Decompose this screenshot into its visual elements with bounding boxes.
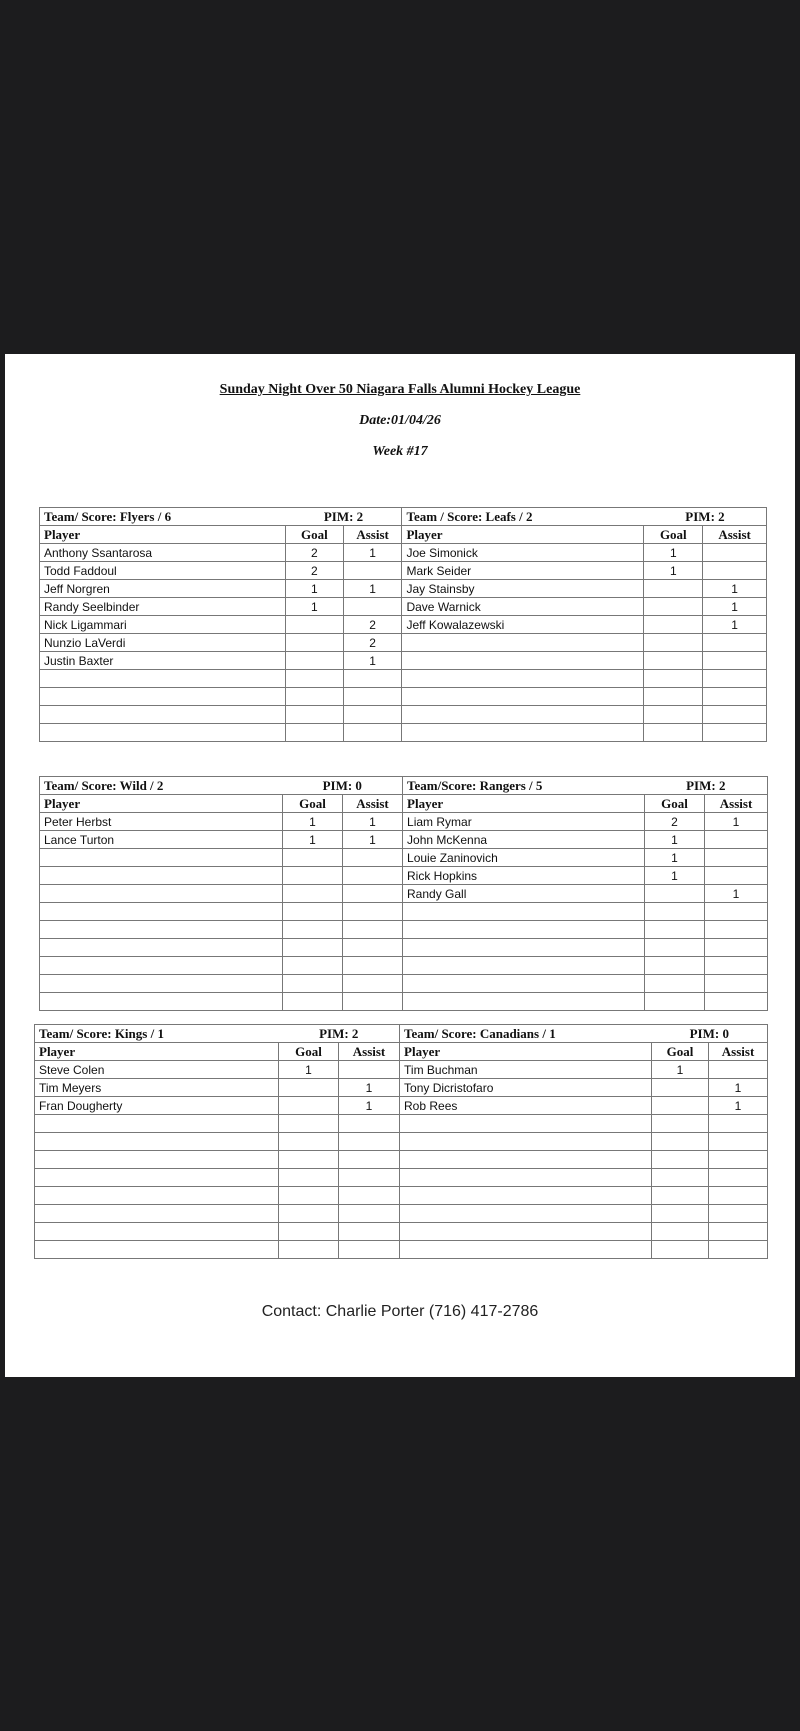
table-row: [40, 544, 767, 562]
away-player-assists: 1: [705, 885, 768, 903]
away-player-assists: [705, 975, 768, 993]
table-row: [40, 885, 768, 903]
home-player-assists: [343, 598, 402, 616]
away-player-goals: [652, 1169, 709, 1187]
away-player-goals: 1: [645, 867, 705, 885]
away-player-name: Jeff Kowalazewski: [402, 616, 644, 634]
home-player-assists: [339, 1187, 400, 1205]
home-player-name: [40, 903, 283, 921]
table-row: [35, 1133, 768, 1151]
table-row: [40, 939, 768, 957]
home-team-score: Team/ Score: Wild / 2: [40, 777, 283, 795]
home-player-assists: [343, 688, 402, 706]
home-player-assists: 1: [339, 1097, 400, 1115]
home-player-goals: [286, 688, 344, 706]
away-player-assists: [709, 1151, 768, 1169]
away-player-goals: [645, 957, 705, 975]
away-player-goals: [644, 580, 703, 598]
home-player-name: [40, 706, 286, 724]
table-row: [40, 616, 767, 634]
home-player-goals: 2: [286, 544, 344, 562]
home-player-assists: [343, 849, 403, 867]
away-player-goals: 1: [645, 831, 705, 849]
home-player-assists: [339, 1205, 400, 1223]
away-player-assists: [709, 1205, 768, 1223]
away-player-goals: [652, 1151, 709, 1169]
home-player-name: [40, 849, 283, 867]
table-row: [40, 813, 768, 831]
away-player-name: Mark Seider: [402, 562, 644, 580]
away-player-name: [400, 1133, 652, 1151]
away-team-score: Team/ Score: Canadians / 1: [400, 1025, 652, 1043]
league-title: Sunday Night Over 50 Niagara Falls Alumni Hockey League: [219, 382, 581, 397]
home-player-assists: [339, 1241, 400, 1259]
table-row: [35, 1169, 768, 1187]
home-player-name: Nick Ligammari: [40, 616, 286, 634]
away-player-name: [403, 921, 645, 939]
away-player-goals: [645, 975, 705, 993]
away-player-assists: [703, 688, 767, 706]
home-player-name: Randy Seelbinder: [40, 598, 286, 616]
assist-column-header: Assist: [703, 526, 767, 544]
home-player-name: [35, 1241, 279, 1259]
home-player-assists: [339, 1151, 400, 1169]
table-row: [35, 1223, 768, 1241]
table-row: [35, 1151, 768, 1169]
contact-info: Contact: Charlie Porter (716) 417-2786: [261, 1303, 539, 1320]
table-row: [40, 724, 767, 742]
table-row: [40, 706, 767, 724]
table-row: [40, 867, 768, 885]
home-player-assists: [343, 939, 403, 957]
score-sheet-page: [5, 354, 795, 1377]
away-player-goals: [652, 1223, 709, 1241]
assist-column-header: Assist: [343, 526, 402, 544]
home-player-name: [35, 1223, 279, 1241]
home-player-goals: [279, 1097, 339, 1115]
away-player-assists: 1: [703, 580, 767, 598]
home-player-goals: [283, 849, 343, 867]
home-player-name: [40, 975, 283, 993]
home-player-goals: 1: [283, 831, 343, 849]
away-player-goals: [645, 939, 705, 957]
table-row: [40, 993, 768, 1011]
away-player-assists: [703, 706, 767, 724]
away-player-goals: [652, 1205, 709, 1223]
home-player-name: Nunzio LaVerdi: [40, 634, 286, 652]
table-row: [40, 849, 768, 867]
game-date: Date:01/04/26: [359, 413, 441, 428]
away-player-assists: [705, 939, 768, 957]
column-header-row: [40, 795, 768, 813]
home-player-goals: [279, 1115, 339, 1133]
table-row: [40, 562, 767, 580]
away-player-assists: [709, 1223, 768, 1241]
game-2-score-table: [39, 776, 768, 1011]
away-player-assists: [703, 544, 767, 562]
away-player-goals: [652, 1115, 709, 1133]
table-row: [40, 831, 768, 849]
away-player-name: [400, 1169, 652, 1187]
home-player-name: Todd Faddoul: [40, 562, 286, 580]
home-player-assists: [343, 562, 402, 580]
home-player-goals: 1: [286, 580, 344, 598]
home-player-name: [35, 1151, 279, 1169]
away-player-goals: [652, 1079, 709, 1097]
away-player-goals: 1: [652, 1061, 709, 1079]
away-player-assists: [709, 1241, 768, 1259]
home-player-name: [40, 724, 286, 742]
home-team-score: Team/ Score: Flyers / 6: [40, 508, 286, 526]
home-player-goals: [286, 724, 344, 742]
home-player-assists: [343, 903, 403, 921]
home-player-assists: 2: [343, 634, 402, 652]
home-player-name: Jeff Norgren: [40, 580, 286, 598]
table-row: [35, 1061, 768, 1079]
game-1-score-table: [39, 507, 767, 742]
home-player-goals: [279, 1241, 339, 1259]
team-header-row: [35, 1025, 768, 1043]
away-player-name: [400, 1187, 652, 1205]
table-row: [40, 957, 768, 975]
home-player-goals: [283, 921, 343, 939]
home-player-name: [35, 1115, 279, 1133]
home-player-name: [35, 1187, 279, 1205]
away-player-goals: [644, 724, 703, 742]
away-player-name: Tim Buchman: [400, 1061, 652, 1079]
home-player-name: [40, 957, 283, 975]
home-player-goals: [283, 957, 343, 975]
home-player-goals: 1: [283, 813, 343, 831]
home-player-goals: [279, 1169, 339, 1187]
home-player-assists: [343, 867, 403, 885]
away-player-assists: 1: [703, 616, 767, 634]
home-player-name: [40, 885, 283, 903]
away-player-goals: [644, 616, 703, 634]
away-player-assists: [703, 562, 767, 580]
away-team-pim: PIM: 2: [645, 777, 768, 795]
home-player-goals: [286, 652, 344, 670]
player-column-header: Player: [402, 526, 644, 544]
away-player-goals: 1: [645, 849, 705, 867]
away-player-name: Rob Rees: [400, 1097, 652, 1115]
away-player-goals: [645, 903, 705, 921]
assist-column-header: Assist: [343, 795, 403, 813]
away-player-assists: [703, 724, 767, 742]
player-column-header: Player: [403, 795, 645, 813]
table-row: [40, 580, 767, 598]
away-player-name: Louie Zaninovich: [403, 849, 645, 867]
home-player-assists: [343, 993, 403, 1011]
home-player-assists: [343, 975, 403, 993]
home-player-assists: [339, 1169, 400, 1187]
away-player-name: [400, 1151, 652, 1169]
away-player-assists: [705, 921, 768, 939]
away-player-goals: [652, 1241, 709, 1259]
home-player-assists: 1: [343, 580, 402, 598]
away-player-name: Randy Gall: [403, 885, 645, 903]
away-player-goals: 1: [644, 562, 703, 580]
home-player-goals: [279, 1205, 339, 1223]
away-team-score: Team / Score: Leafs / 2: [402, 508, 644, 526]
home-team-pim: PIM: 2: [286, 508, 402, 526]
player-column-header: Player: [40, 526, 286, 544]
away-player-name: Rick Hopkins: [403, 867, 645, 885]
week-number: Week #17: [372, 444, 428, 459]
away-player-assists: [705, 903, 768, 921]
home-player-name: [40, 867, 283, 885]
away-player-assists: [709, 1115, 768, 1133]
away-player-goals: [644, 634, 703, 652]
away-team-pim: PIM: 0: [652, 1025, 768, 1043]
home-player-name: [40, 688, 286, 706]
away-player-name: [403, 939, 645, 957]
goal-column-header: Goal: [283, 795, 343, 813]
home-player-name: Tim Meyers: [35, 1079, 279, 1097]
home-player-assists: [339, 1133, 400, 1151]
home-player-goals: [283, 885, 343, 903]
home-player-assists: 1: [343, 544, 402, 562]
home-player-name: [35, 1205, 279, 1223]
home-player-assists: 2: [343, 616, 402, 634]
away-player-name: [403, 993, 645, 1011]
table-row: [40, 688, 767, 706]
home-player-name: Fran Dougherty: [35, 1097, 279, 1115]
away-player-name: Liam Rymar: [403, 813, 645, 831]
home-player-assists: [343, 670, 402, 688]
home-player-goals: 2: [286, 562, 344, 580]
table-row: [40, 634, 767, 652]
home-player-name: Justin Baxter: [40, 652, 286, 670]
away-player-goals: [644, 652, 703, 670]
table-row: [40, 652, 767, 670]
goal-column-header: Goal: [645, 795, 705, 813]
assist-column-header: Assist: [705, 795, 768, 813]
home-player-name: [40, 670, 286, 688]
home-player-goals: [279, 1079, 339, 1097]
table-row: [35, 1079, 768, 1097]
home-player-name: [40, 993, 283, 1011]
away-player-name: [400, 1205, 652, 1223]
home-player-assists: [343, 885, 403, 903]
away-player-name: John McKenna: [403, 831, 645, 849]
away-player-assists: [703, 670, 767, 688]
player-column-header: Player: [40, 795, 283, 813]
away-player-assists: [705, 867, 768, 885]
away-player-assists: [703, 652, 767, 670]
away-player-name: Joe Simonick: [402, 544, 644, 562]
home-player-goals: [286, 616, 344, 634]
away-player-assists: 1: [703, 598, 767, 616]
home-player-name: Peter Herbst: [40, 813, 283, 831]
home-player-goals: [279, 1133, 339, 1151]
assist-column-header: Assist: [339, 1043, 400, 1061]
home-player-goals: [286, 706, 344, 724]
assist-column-header: Assist: [709, 1043, 768, 1061]
column-header-row: [40, 526, 767, 544]
away-player-name: Dave Warnick: [402, 598, 644, 616]
home-player-assists: 1: [339, 1079, 400, 1097]
table-row: [35, 1241, 768, 1259]
away-player-goals: 2: [645, 813, 705, 831]
home-player-name: [40, 939, 283, 957]
player-column-header: Player: [35, 1043, 279, 1061]
home-player-goals: [283, 903, 343, 921]
home-player-goals: 1: [286, 598, 344, 616]
away-player-goals: [645, 993, 705, 1011]
table-row: [40, 975, 768, 993]
away-player-goals: [645, 921, 705, 939]
home-player-goals: [283, 993, 343, 1011]
goal-column-header: Goal: [644, 526, 703, 544]
away-player-goals: [644, 670, 703, 688]
away-player-assists: [709, 1187, 768, 1205]
away-player-name: [402, 688, 644, 706]
home-player-assists: 1: [343, 831, 403, 849]
table-row: [35, 1115, 768, 1133]
home-player-assists: 1: [343, 652, 402, 670]
away-player-assists: [709, 1133, 768, 1151]
home-player-name: [35, 1169, 279, 1187]
home-player-name: [40, 921, 283, 939]
away-player-name: [403, 975, 645, 993]
home-player-assists: [343, 921, 403, 939]
home-player-goals: [283, 975, 343, 993]
away-player-name: Tony Dicristofaro: [400, 1079, 652, 1097]
away-player-name: [403, 957, 645, 975]
home-team-pim: PIM: 2: [279, 1025, 400, 1043]
home-player-goals: [279, 1151, 339, 1169]
away-player-goals: [645, 885, 705, 903]
goal-column-header: Goal: [286, 526, 344, 544]
home-player-assists: [339, 1061, 400, 1079]
home-player-assists: [339, 1115, 400, 1133]
table-row: [35, 1187, 768, 1205]
table-row: [35, 1097, 768, 1115]
away-player-name: [400, 1115, 652, 1133]
table-row: [35, 1205, 768, 1223]
goal-column-header: Goal: [652, 1043, 709, 1061]
away-player-assists: [705, 957, 768, 975]
away-player-assists: 1: [705, 813, 768, 831]
home-player-assists: [343, 706, 402, 724]
column-header-row: [35, 1043, 768, 1061]
home-player-name: [35, 1133, 279, 1151]
home-player-goals: [283, 939, 343, 957]
home-player-name: Steve Colen: [35, 1061, 279, 1079]
away-team-pim: PIM: 2: [644, 508, 767, 526]
table-row: [40, 903, 768, 921]
away-player-assists: 1: [709, 1079, 768, 1097]
away-player-goals: [644, 706, 703, 724]
away-player-name: [400, 1223, 652, 1241]
home-player-goals: [279, 1223, 339, 1241]
table-row: [40, 670, 767, 688]
away-player-assists: [705, 993, 768, 1011]
home-player-assists: 1: [343, 813, 403, 831]
home-player-assists: [343, 957, 403, 975]
away-player-name: [402, 724, 644, 742]
home-player-goals: 1: [279, 1061, 339, 1079]
home-player-goals: [286, 670, 344, 688]
home-player-goals: [279, 1187, 339, 1205]
player-column-header: Player: [400, 1043, 652, 1061]
goal-column-header: Goal: [279, 1043, 339, 1061]
home-team-score: Team/ Score: Kings / 1: [35, 1025, 279, 1043]
away-player-assists: [709, 1169, 768, 1187]
home-player-name: Anthony Ssantarosa: [40, 544, 286, 562]
away-player-goals: 1: [644, 544, 703, 562]
home-player-assists: [339, 1223, 400, 1241]
away-player-name: [402, 634, 644, 652]
away-player-assists: [705, 849, 768, 867]
home-player-goals: [286, 634, 344, 652]
away-player-goals: [652, 1097, 709, 1115]
away-team-score: Team/Score: Rangers / 5: [403, 777, 645, 795]
team-header-row: [40, 508, 767, 526]
away-player-name: [402, 670, 644, 688]
game-3-score-table: [34, 1024, 768, 1259]
away-player-name: [402, 652, 644, 670]
home-player-name: Lance Turton: [40, 831, 283, 849]
home-player-goals: [283, 867, 343, 885]
away-player-goals: [652, 1187, 709, 1205]
away-player-goals: [644, 688, 703, 706]
table-row: [40, 598, 767, 616]
away-player-name: [402, 706, 644, 724]
away-player-goals: [652, 1133, 709, 1151]
away-player-name: [403, 903, 645, 921]
home-player-assists: [343, 724, 402, 742]
table-row: [40, 921, 768, 939]
away-player-assists: 1: [709, 1097, 768, 1115]
away-player-name: [400, 1241, 652, 1259]
home-team-pim: PIM: 0: [283, 777, 403, 795]
team-header-row: [40, 777, 768, 795]
away-player-name: Jay Stainsby: [402, 580, 644, 598]
away-player-assists: [705, 831, 768, 849]
away-player-assists: [703, 634, 767, 652]
away-player-assists: [709, 1061, 768, 1079]
away-player-goals: [644, 598, 703, 616]
